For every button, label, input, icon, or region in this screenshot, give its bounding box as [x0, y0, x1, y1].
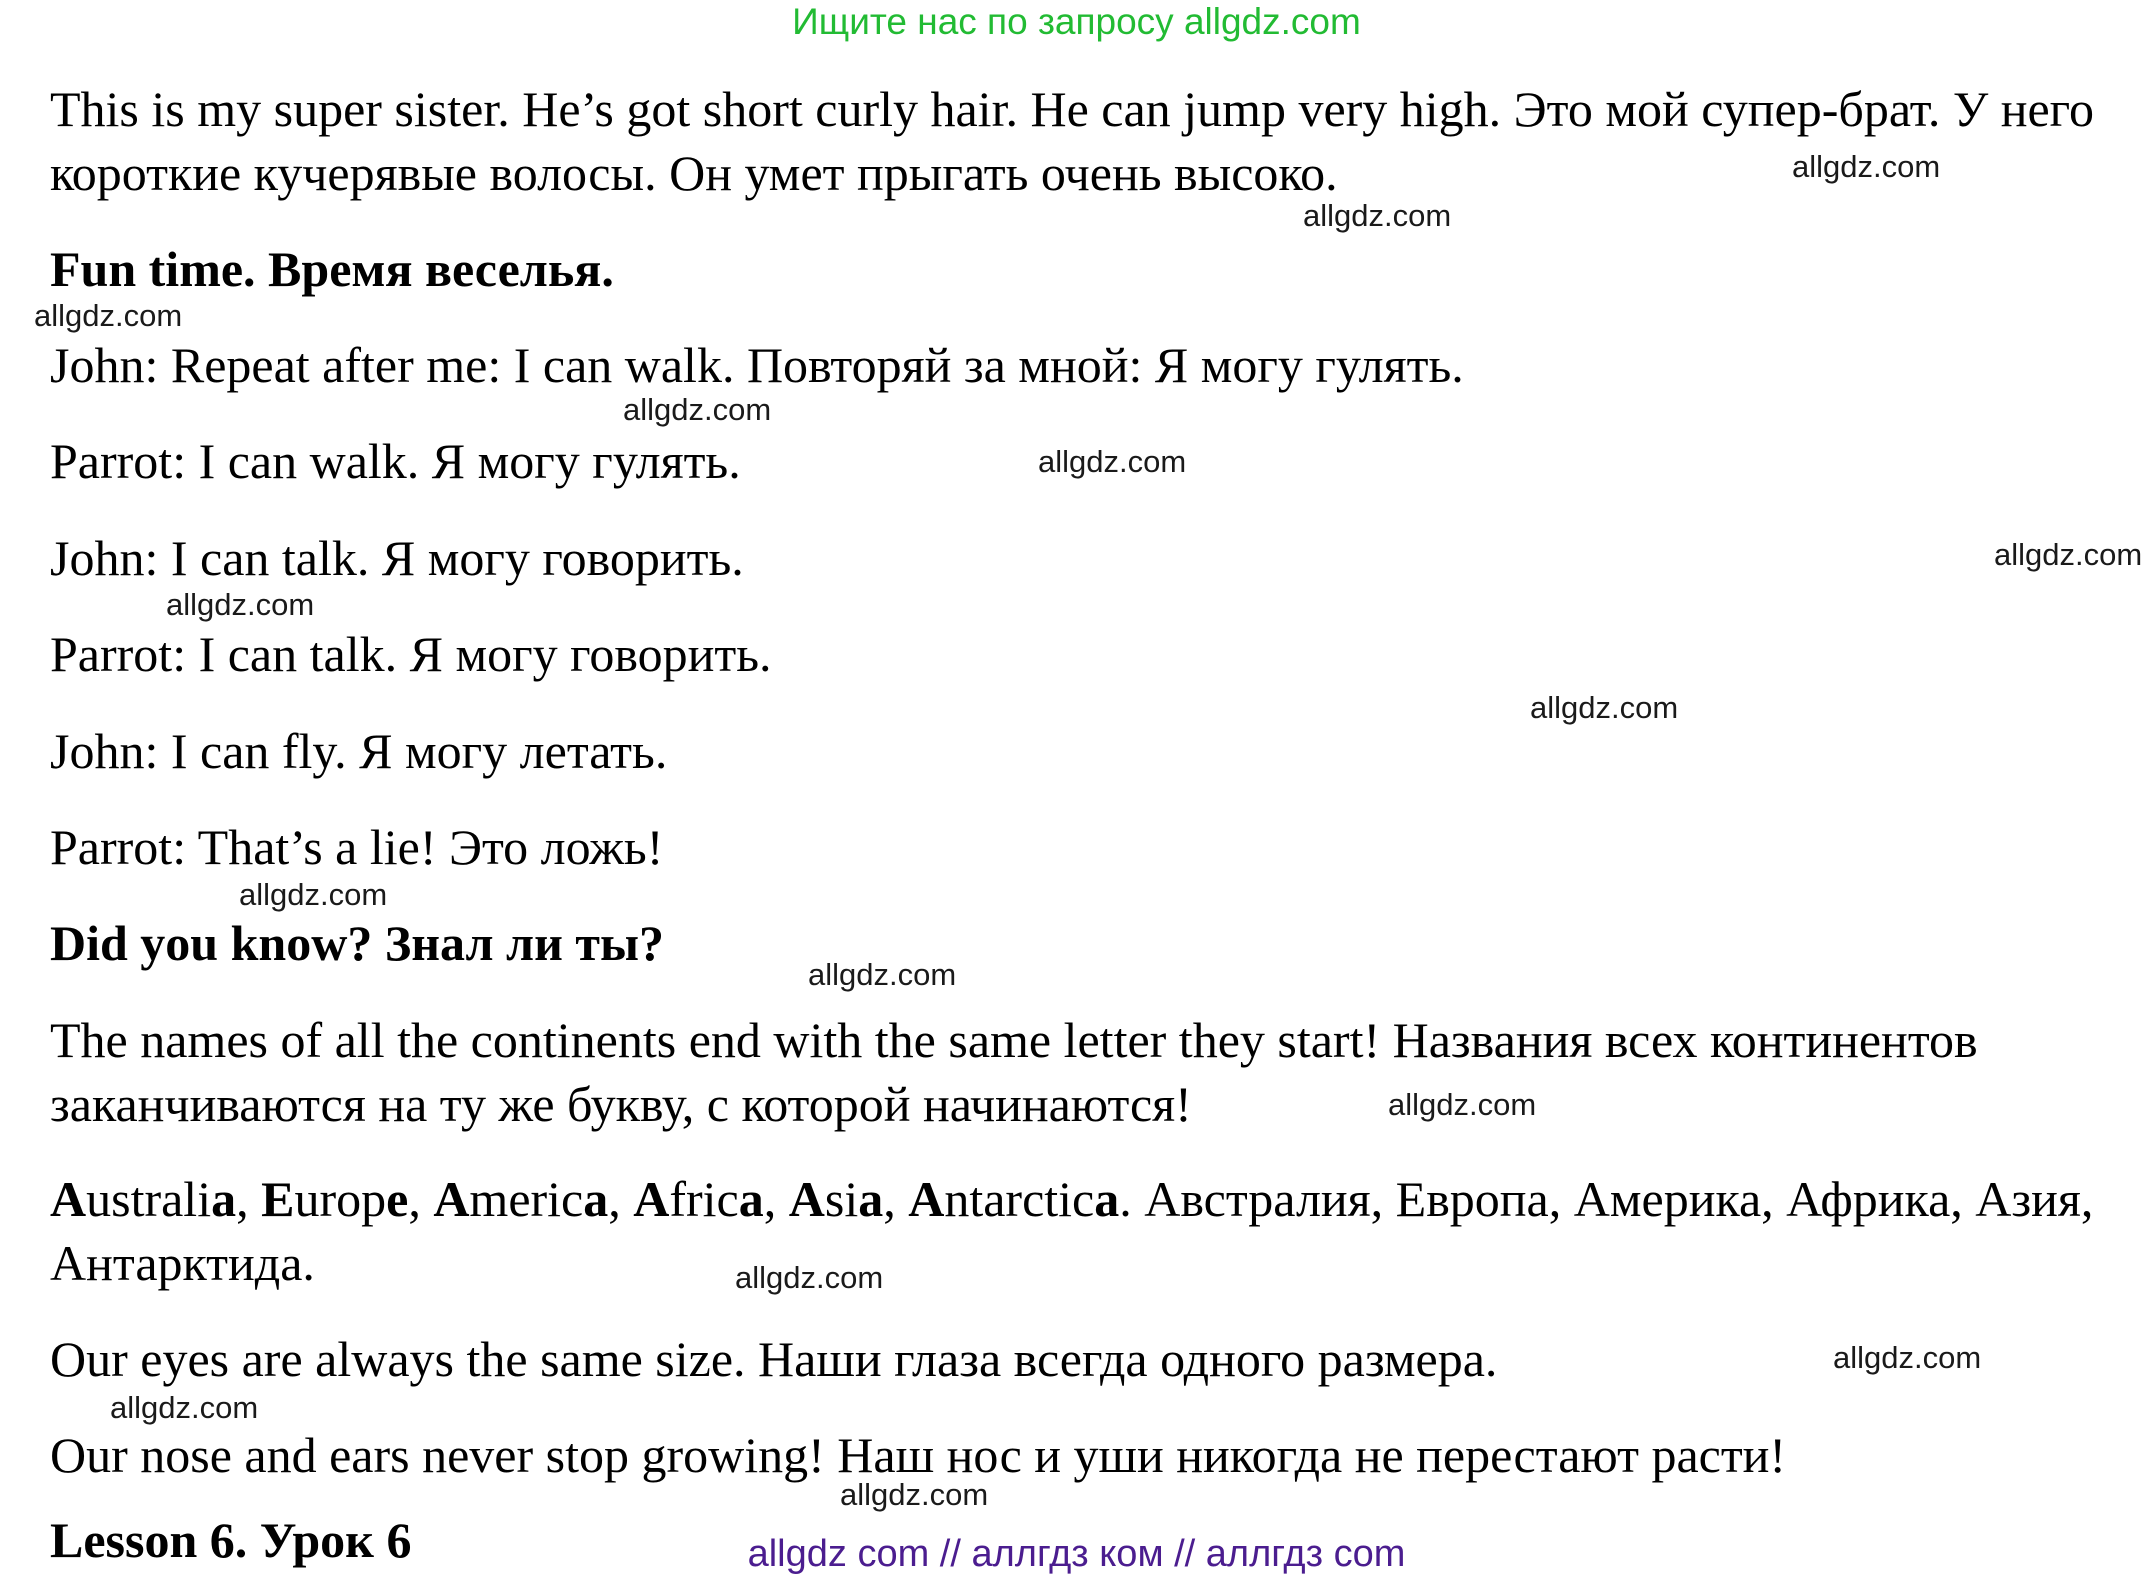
- dialogue-line-4: Parrot: I can talk. Я могу говорить.: [50, 626, 772, 682]
- watermark: allgdz.com: [1833, 1340, 1982, 1375]
- paragraph-continents-line-1: The names of all the continents end with the same letter they start! Названия всех континентов: [50, 1012, 1978, 1068]
- watermark: allgdz.com: [1530, 690, 1679, 725]
- cut-off-heading: Lesson 6. Урок 6: [50, 1512, 412, 1568]
- paragraph-nose: Our nose and ears never stop growing! Наш нос и уши никогда не перестают расти!: [50, 1427, 1787, 1483]
- continents-russian-line-2: Антарктида.: [50, 1235, 315, 1291]
- continent-africa: Africa: [633, 1171, 764, 1227]
- dialogue-line-3: John: I can talk. Я могу говорить.: [50, 530, 744, 586]
- dialogue-line-2: Parrot: I can walk. Я могу гулять.: [50, 433, 741, 489]
- watermark: allgdz.com: [1388, 1087, 1537, 1122]
- paragraph-sister-line-1: This is my super sister. He’s got short curly hair. He can jump very high. Это мой супер-брат. У него: [50, 81, 2094, 137]
- watermark: allgdz.com: [1994, 537, 2143, 572]
- watermark: allgdz.com: [623, 392, 772, 427]
- dialogue-line-5: John: I can fly. Я могу летать.: [50, 723, 668, 779]
- continent-america: America: [433, 1171, 609, 1227]
- watermark: allgdz.com: [34, 298, 183, 333]
- continent-antarctica: Antarctica: [908, 1171, 1120, 1227]
- watermark: allgdz.com: [166, 587, 315, 622]
- dialogue-line-1: John: Repeat after me: I can walk. Повторяй за мной: Я могу гулять.: [50, 337, 1464, 393]
- heading-did-you-know: Did you know? Знал ли ты?: [50, 915, 664, 971]
- watermark: allgdz.com: [840, 1477, 989, 1512]
- continent-asia: Asia: [788, 1171, 884, 1227]
- watermark: allgdz.com: [239, 877, 388, 912]
- watermark: allgdz.com: [1038, 444, 1187, 479]
- watermark: allgdz.com: [1792, 149, 1941, 184]
- watermark: allgdz.com: [735, 1260, 884, 1295]
- paragraph-continents-line-2: заканчиваются на ту же букву, с которой начинаются!: [50, 1076, 1192, 1132]
- heading-fun-time: Fun time. Время веселья.: [50, 241, 614, 297]
- paragraph-sister-line-2: короткие кучерявые волосы. Он умет прыгать очень высоко.: [50, 145, 1338, 201]
- watermark: allgdz.com: [1303, 198, 1452, 233]
- footer-site-banner: allgdz com // аллгдз ком // аллгдз com: [747, 1533, 1406, 1575]
- header-search-banner: Ищите нас по запросу allgdz.com: [792, 1, 1361, 42]
- watermark: allgdz.com: [110, 1390, 259, 1425]
- paragraph-eyes: Our eyes are always the same size. Наши глаза всегда одного размера.: [50, 1331, 1498, 1387]
- continent-australia: Australia: [50, 1171, 237, 1227]
- continents-russian: . Австралия, Европа, Америка, Африка, Азия,: [1119, 1171, 2094, 1227]
- dialogue-line-6: Parrot: That’s a lie! Это ложь!: [50, 819, 664, 875]
- watermark: allgdz.com: [808, 957, 957, 992]
- continents-list-line: Australia, Europe, America, Africa, Asia, Antarctica. Австралия, Европа, Америка, Африка, Азия,: [50, 1171, 2094, 1227]
- continent-europe: Europe: [261, 1171, 409, 1227]
